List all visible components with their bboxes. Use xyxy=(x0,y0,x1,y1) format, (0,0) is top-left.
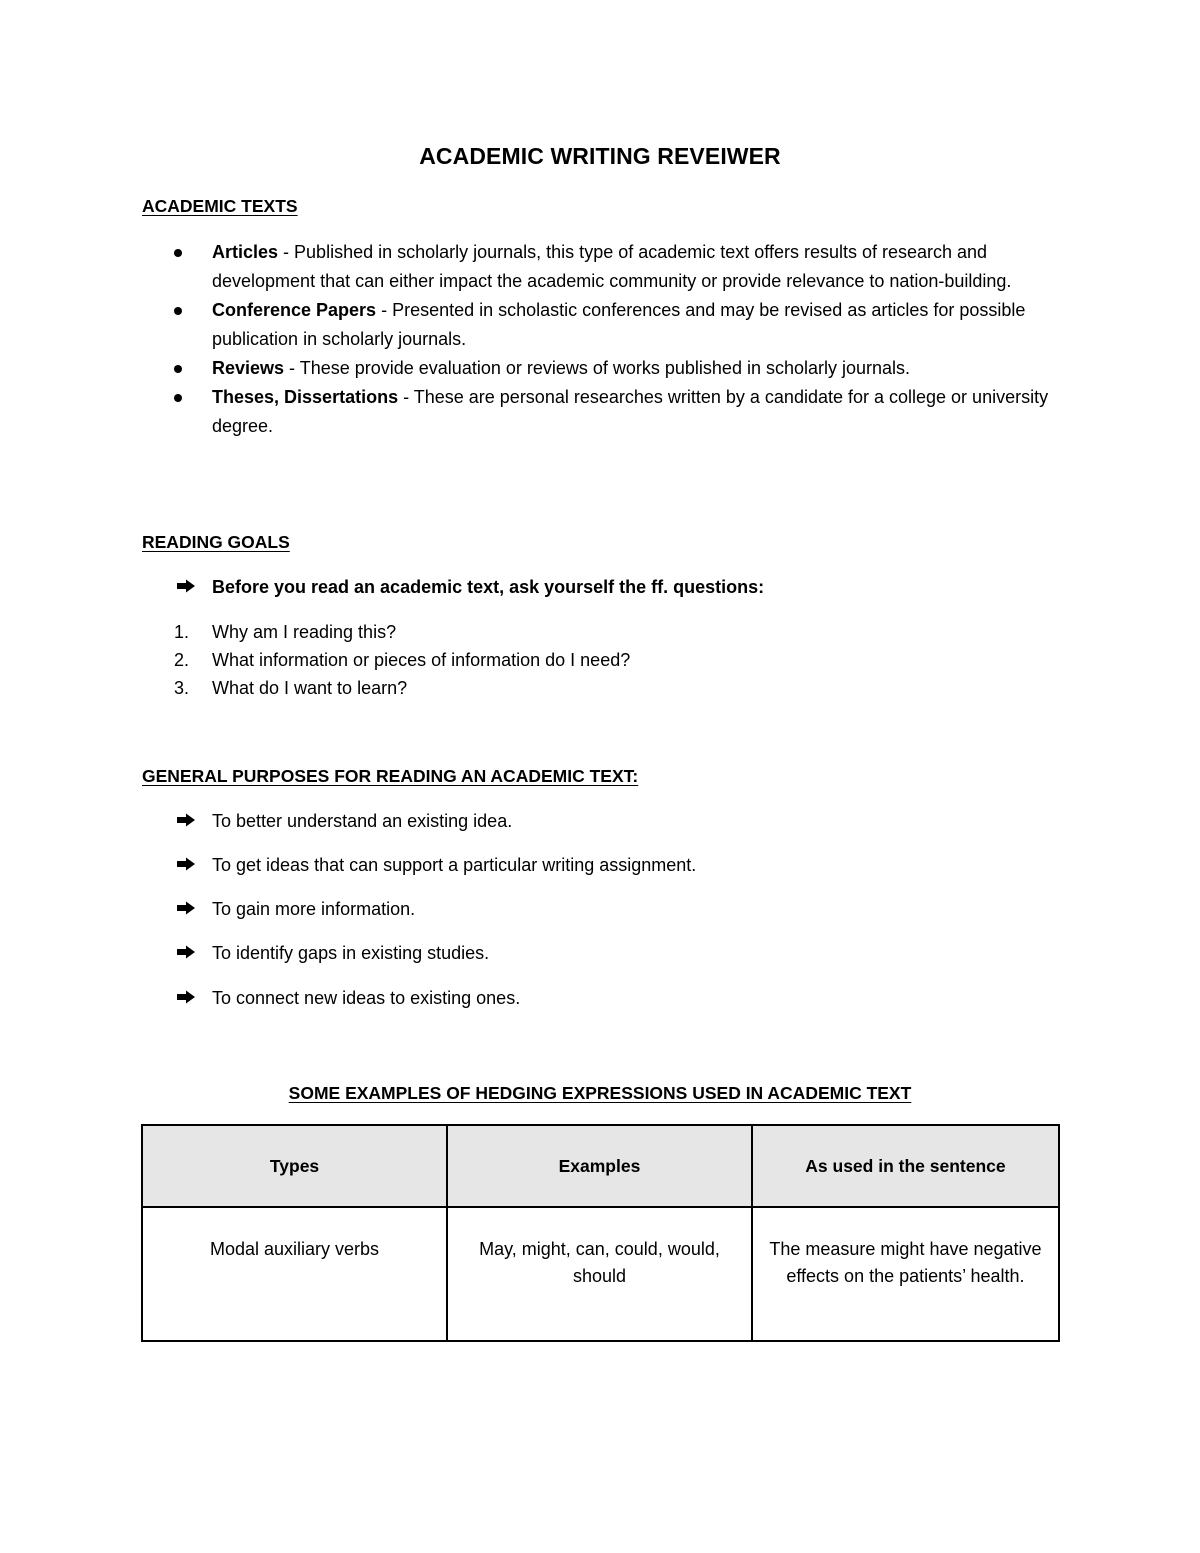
bullet-icon xyxy=(174,394,182,402)
table-cell: Modal auxiliary verbs xyxy=(142,1207,447,1341)
hedging-table xyxy=(141,1124,1060,1342)
list-item xyxy=(142,354,1072,383)
general-purposes-heading: GENERAL PURPOSES FOR READING AN ACADEMIC TEXT: xyxy=(142,766,639,786)
reading-goals-heading: READING GOALS xyxy=(142,532,290,552)
table-row xyxy=(142,1207,1059,1341)
question-text: What do I want to learn? xyxy=(212,678,408,698)
table-header-row xyxy=(142,1125,1059,1207)
list-item xyxy=(142,296,1072,354)
list-item xyxy=(142,383,1072,441)
arrow-right-icon xyxy=(176,901,196,915)
item-desc: - These provide evaluation or reviews of works published in scholarly journals. xyxy=(284,358,911,378)
question-number: 2. xyxy=(174,650,190,670)
item-term: Articles xyxy=(212,242,279,262)
table-cell: May, might, can, could, would, should xyxy=(447,1207,752,1341)
column-header: As used in the sentence xyxy=(752,1125,1059,1207)
question-text: Why am I reading this? xyxy=(212,622,397,642)
item-term: Theses, Dissertations xyxy=(212,387,399,407)
question-number: 3. xyxy=(174,678,190,698)
item-desc: - Published in scholarly journals, this type of academic text offers results of research and development that can either impact the academic community or provide relevance to nation-building. xyxy=(212,242,1012,291)
item-term: Reviews xyxy=(212,358,285,378)
column-header: Examples xyxy=(447,1125,752,1207)
bullet-icon xyxy=(174,365,182,373)
item-term: Conference Papers xyxy=(212,300,377,320)
arrow-right-icon xyxy=(176,990,196,1004)
column-header: Types xyxy=(142,1125,447,1207)
arrow-right-icon xyxy=(176,857,196,871)
item-desc: - These are personal researches written by a candidate for a college or university degree. xyxy=(212,387,1049,436)
purpose-text: To gain more information. xyxy=(212,899,416,919)
question-number: 1. xyxy=(174,622,190,642)
academic-texts-heading: ACADEMIC TEXTS xyxy=(142,196,298,216)
arrow-right-icon xyxy=(176,579,196,593)
bullet-icon xyxy=(174,307,182,315)
document-title: ACADEMIC WRITING REVEIWER xyxy=(419,143,781,169)
purpose-text: To connect new ideas to existing ones. xyxy=(212,988,521,1008)
arrow-right-icon xyxy=(176,945,196,959)
lead-text: Before you read an academic text, ask yourself the ff. questions: xyxy=(212,577,765,597)
item-desc: - Presented in scholastic conferences and may be revised as articles for possible publication in scholarly journals. xyxy=(212,300,1026,349)
purpose-text: To better understand an existing idea. xyxy=(212,811,513,831)
academic-texts-list xyxy=(142,238,1072,441)
arrow-right-icon xyxy=(176,813,196,827)
question-text: What information or pieces of information do I need? xyxy=(212,650,631,670)
bullet-icon xyxy=(174,249,182,257)
list-item xyxy=(142,238,1072,296)
table-cell: The measure might have negative effects on the patients’ health. xyxy=(752,1207,1059,1341)
purpose-text: To get ideas that can support a particular writing assignment. xyxy=(212,855,697,875)
hedging-table-title: SOME EXAMPLES OF HEDGING EXPRESSIONS USED IN ACADEMIC TEXT xyxy=(288,1083,912,1103)
purpose-text: To identify gaps in existing studies. xyxy=(212,943,490,963)
